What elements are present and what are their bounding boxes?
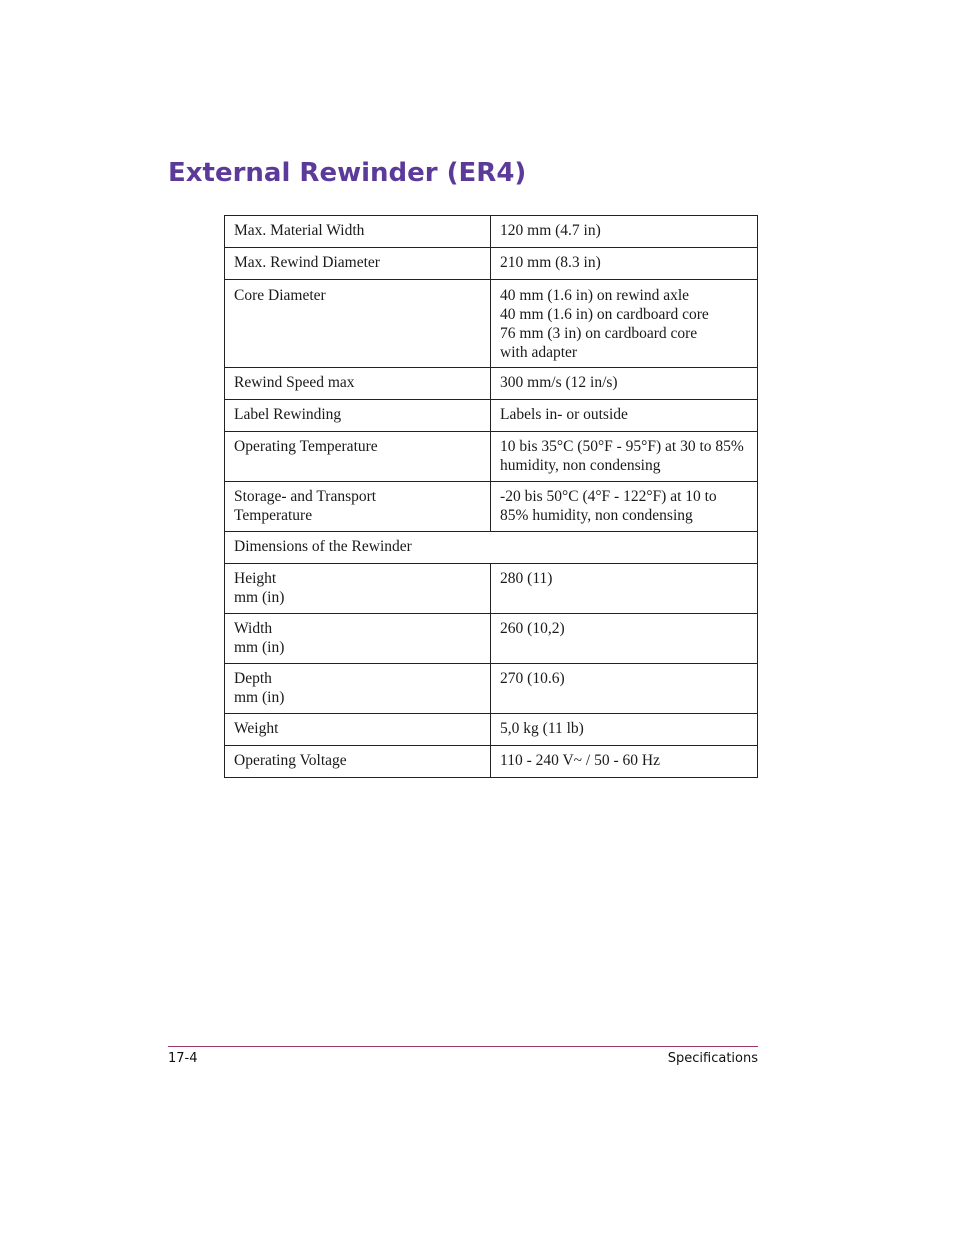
- spec-label-line: Depth: [234, 670, 272, 687]
- table-row: [225, 614, 758, 664]
- table-row: [225, 482, 758, 532]
- spec-value-line: 10 bis 35°C (50°F - 95°F) at 30 to 85%: [500, 438, 744, 455]
- spec-value-line: -20 bis 50°C (4°F - 122°F) at 10 to: [500, 488, 717, 505]
- spec-label-line: Width: [234, 620, 273, 637]
- spec-value-line: 85% humidity, non condensing: [500, 507, 693, 524]
- spec-label: Max. Rewind Diameter: [225, 248, 491, 280]
- spec-label: Max. Material Width: [225, 216, 491, 248]
- spec-label: Operating Voltage: [225, 746, 491, 778]
- spec-value: [491, 482, 758, 532]
- table-row: [225, 280, 758, 368]
- spec-label: Rewind Speed max: [225, 368, 491, 400]
- spec-value: [491, 280, 758, 368]
- spec-value-line: 40 mm (1.6 in) on rewind axle: [500, 287, 690, 304]
- page-number: 17-4: [168, 1051, 198, 1066]
- spec-label: Label Rewinding: [225, 400, 491, 432]
- table-row: [225, 432, 758, 482]
- page-title: External Rewinder (ER4): [168, 158, 527, 188]
- spec-label-line: Height: [234, 570, 277, 587]
- spec-value: [491, 432, 758, 482]
- spec-value: 5,0 kg (11 lb): [491, 714, 758, 746]
- spec-value: 110 - 240 V~ / 50 - 60 Hz: [491, 746, 758, 778]
- spec-label: Operating Temperature: [225, 432, 491, 482]
- table-row: [225, 532, 758, 564]
- spec-label: [225, 564, 491, 614]
- spec-value: 260 (10,2): [491, 614, 758, 664]
- spec-value: 300 mm/s (12 in/s): [491, 368, 758, 400]
- spec-value-line: with adapter: [500, 344, 578, 361]
- table-row: [225, 248, 758, 280]
- spec-value: 210 mm (8.3 in): [491, 248, 758, 280]
- spec-value: 280 (11): [491, 564, 758, 614]
- spec-label-line: mm (in): [234, 639, 285, 656]
- spec-label: Weight: [225, 714, 491, 746]
- spec-value-line: 76 mm (3 in) on cardboard core: [500, 325, 698, 342]
- table-row: [225, 714, 758, 746]
- spec-label: [225, 482, 491, 532]
- table-row: [225, 216, 758, 248]
- spec-value: 120 mm (4.7 in): [491, 216, 758, 248]
- spec-label: Core Diameter: [225, 280, 491, 368]
- spec-label-line: Temperature: [234, 507, 313, 524]
- table-row: [225, 368, 758, 400]
- specifications-table: [224, 215, 758, 778]
- spec-label: [225, 664, 491, 714]
- table-row: [225, 400, 758, 432]
- spec-value: 270 (10.6): [491, 664, 758, 714]
- spec-label-line: mm (in): [234, 689, 285, 706]
- section-name: Specifications: [667, 1051, 758, 1066]
- spec-value-line: humidity, non condensing: [500, 457, 661, 474]
- spec-label-line: Storage- and Transport: [234, 488, 377, 505]
- spec-value-line: 40 mm (1.6 in) on cardboard core: [500, 306, 709, 323]
- footer-divider: [168, 1046, 758, 1047]
- table-row: [225, 564, 758, 614]
- table-row: [225, 664, 758, 714]
- section-header-cell: Dimensions of the Rewinder: [225, 532, 758, 564]
- table-row: [225, 746, 758, 778]
- spec-label-line: mm (in): [234, 589, 285, 606]
- spec-value: Labels in- or outside: [491, 400, 758, 432]
- spec-label: [225, 614, 491, 664]
